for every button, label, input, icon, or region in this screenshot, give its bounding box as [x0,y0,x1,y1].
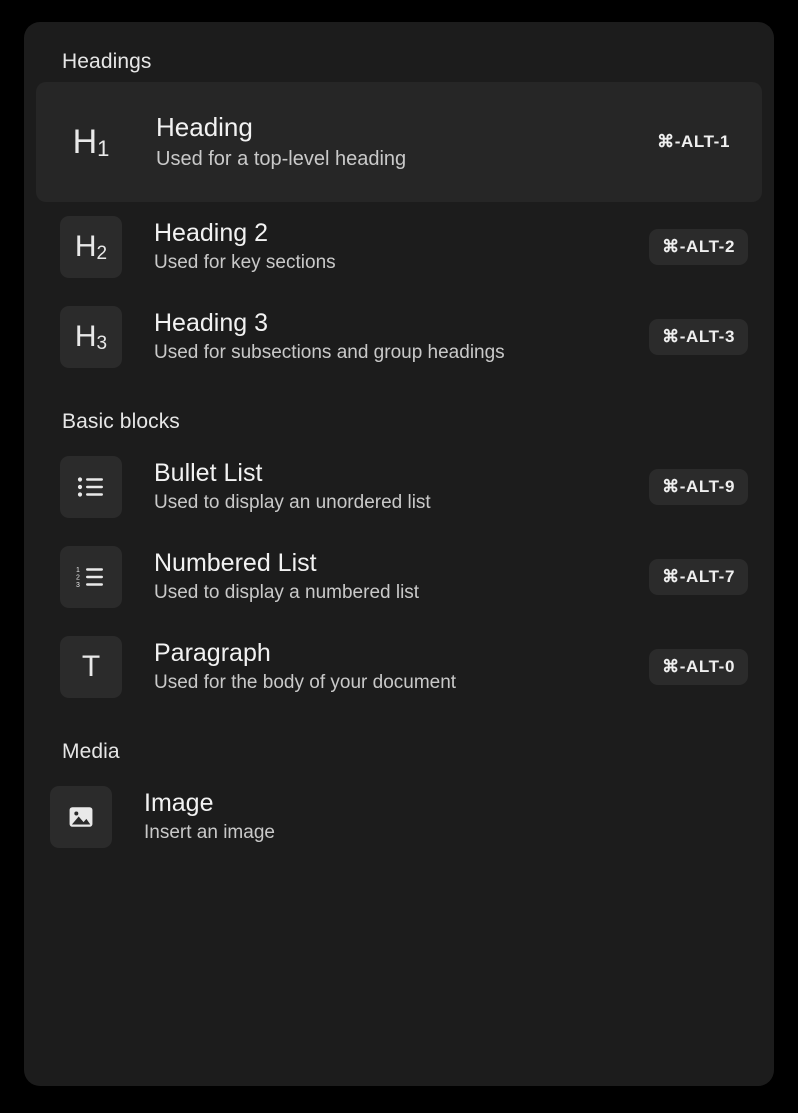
menu-item-title: Image [144,789,214,818]
image-icon [50,786,112,848]
menu-item-text [154,309,649,365]
menu-item-subtitle: Used for the body of your document [154,671,457,693]
menu-item-subtitle: Used for key sections [154,251,336,273]
menu-item-title: Bullet List [154,459,263,488]
menu-item-text [144,789,722,845]
menu-item-text [154,549,649,605]
menu-item-subtitle: Used to display an unordered list [154,491,431,513]
menu-item-title: Numbered List [154,549,317,578]
menu-item-text [154,219,649,275]
section-label-media: Media [62,740,120,763]
svg-text:3: 3 [76,582,80,589]
section-headings [24,82,774,382]
section-label-headings: Headings [62,50,152,73]
menu-item-shortcut: ⌘-ALT-0 [649,649,748,685]
menu-item-shortcut: ⌘-ALT-7 [649,559,748,595]
h1-icon: $H_1$ [72,123,110,161]
block-type-menu [24,22,774,1086]
section-label-basic-blocks: Basic blocks [62,410,180,433]
menu-item-numbered-list[interactable] [36,532,762,622]
menu-item-shortcut: ⌘-ALT-3 [649,319,748,355]
menu-item-title: Heading [156,112,253,143]
menu-item-subtitle: Used for a top-level heading [156,147,407,170]
menu-item-title: Paragraph [154,639,271,668]
menu-item-shortcut [722,809,748,825]
menu-item-title: Heading 3 [154,309,268,338]
h2-icon: $H_2$ [60,216,122,278]
bullet-list-icon [60,456,122,518]
menu-item-heading-3[interactable] [36,292,762,382]
svg-text:1: 1 [76,567,80,574]
menu-item-subtitle: Used for subsections and group headings [154,341,505,363]
numbered-list-icon [60,546,122,608]
menu-item-bullet-list[interactable] [36,442,762,532]
svg-text:2: 2 [76,574,80,582]
menu-item-text [154,459,649,515]
menu-item-subtitle: Used to display a numbered list [154,581,420,603]
menu-item-shortcut: ⌘-ALT-1 [657,132,730,151]
menu-item-text [154,639,649,695]
menu-item-text [156,113,644,171]
menu-item-subtitle: Insert an image [144,821,275,843]
menu-item-image[interactable] [36,772,762,862]
menu-item-shortcut: ⌘-ALT-2 [649,229,748,265]
h3-icon: $H_3$ [60,306,122,368]
paragraph-icon: T [60,636,122,698]
menu-item-heading[interactable] [36,82,762,202]
menu-item-heading-2[interactable] [36,202,762,292]
menu-item-title: Heading 2 [154,219,268,248]
section-media [24,772,774,862]
menu-item-paragraph[interactable] [36,622,762,712]
section-basic-blocks [24,442,774,712]
menu-item-shortcut: ⌘-ALT-9 [649,469,748,505]
